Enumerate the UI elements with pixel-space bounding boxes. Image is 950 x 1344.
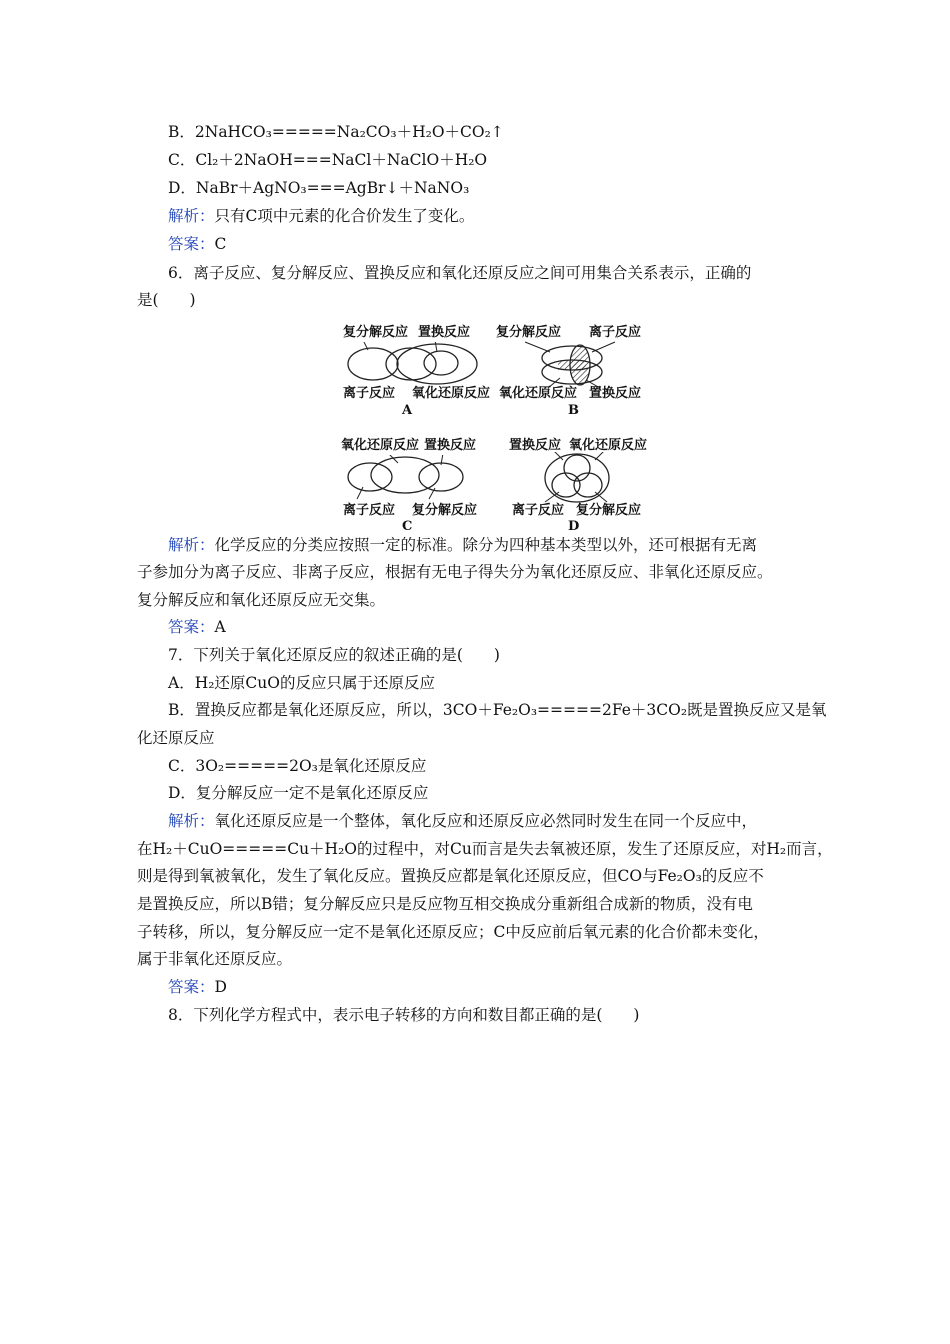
diagram-d-label-2: 氧化还原反应 [569,438,648,453]
diagram-b-label-2: 离子反应 [589,325,642,340]
diagram-c-label-3: 离子反应 [343,503,396,518]
q7-analysis-line5: 子转移，所以，复分解反应一定不是氧化还原反应；C中反应前后氧元素的化合价都未变化， [137,923,769,941]
diagram-a-label-4: 氧化还原反应 [412,386,491,401]
answer-text: C [214,235,227,253]
q7-analysis-line1 [168,810,757,832]
q7-answer [168,976,227,998]
q7-option-a: A．H₂还原CuO的反应只属于还原反应 [168,674,435,692]
q7-option-b-line2: 化还原反应 [137,729,215,747]
diagram-b-label-3: 氧化还原反应 [499,386,578,401]
answer-label: 答案： [168,978,215,996]
q7-option-b-line1: B．置换反应都是氧化还原反应，所以，3CO＋Fe₂O₃=====2Fe＋3CO₂既是置换反应又是氧 [168,701,827,719]
q6-analysis-line2: 子参加分为离子反应、非离子反应，根据有无电子得失分为氧化还原反应、非氧化还原反应。 [137,563,773,581]
analysis-label: 解析： [168,536,215,554]
diagram-a-label-1: 复分解反应 [343,325,409,340]
q6-stem-line1: 6．离子反应、复分解反应、置换反应和氧化还原反应之间可用集合关系表示，正确的 [168,264,752,282]
q5-answer [168,233,226,255]
q8-stem: 8．下列化学方程式中，表示电子转移的方向和数目都正确的是( ) [168,1006,640,1024]
diagram-b-label-4: 置换反应 [589,386,642,401]
q7-stem: 7．下列关于氧化还原反应的叙述正确的是( ) [168,646,500,664]
analysis-label: 解析： [168,812,215,830]
q7-analysis-line2: 在H₂＋CuO=====Cu＋H₂O的过程中，对Cu而言是失去氧被还原，发生了还原反应，对H₂而言， [137,840,833,858]
q7-option-c: C．3O₂=====2O₃是氧化还原反应 [168,757,427,775]
q7-option-d: D．复分解反应一定不是氧化还原反应 [168,784,429,802]
q5-analysis [168,205,474,227]
diagram-a-label-2: 置换反应 [418,325,471,340]
diagram-a-letter: A [402,403,413,418]
q5-option-d: D．NaBr＋AgNO₃===AgBr↓＋NaNO₃ [168,179,470,197]
diagram-c-venn [343,455,473,500]
analysis-label: 解析： [168,207,215,225]
q5-option-c: C．Cl₂＋2NaOH===NaCl＋NaClO＋H₂O [168,151,488,169]
diagram-b-letter: B [568,403,579,418]
q5-option-b: B．2NaHCO₃=====Na₂CO₃＋H₂O＋CO₂↑ [168,123,504,141]
q6-analysis-line3: 复分解反应和氧化还原反应无交集。 [137,591,386,609]
diagram-d-label-1: 置换反应 [509,438,562,453]
diagram-a-venn [343,342,483,387]
diagram-c-label-1: 氧化还原反应 [341,438,420,453]
diagram-d-label-3: 离子反应 [512,503,565,518]
diagram-b-venn [520,340,640,390]
q7-analysis-line3: 则是得到氧被氧化，发生了氧化反应。置换反应都是氧化还原反应，但CO与Fe₂O₃的反应不 [137,867,764,885]
answer-label: 答案： [168,235,215,253]
diagram-c-label-4: 复分解反应 [412,503,478,518]
q6-answer [168,616,226,638]
answer-label: 答案： [168,618,215,636]
analysis-text: 化学反应的分类应按照一定的标准。除分为四种基本类型以外，还可根据有无离 [214,536,758,554]
diagram-d-label-4: 复分解反应 [576,503,642,518]
diagram-b-label-1: 复分解反应 [496,325,562,340]
q7-analysis-line4: 是置换反应，所以B错；复分解反应只是反应物互相交换成分重新组合成新的物质，没有电 [137,895,753,913]
q6-stem-line2: 是( ) [137,291,196,309]
q6-analysis-line1 [168,534,757,556]
diagram-c-label-2: 置换反应 [424,438,477,453]
diagram-d-venn [533,452,623,504]
diagram-d-letter: D [568,519,580,534]
answer-text: A [214,618,226,636]
diagram-a-label-3: 离子反应 [343,386,396,401]
analysis-text: 氧化还原反应是一个整体，氧化反应和还原反应必然同时发生在同一个反应中， [214,812,758,830]
q7-analysis-line6: 属于非氧化还原反应。 [137,950,293,968]
analysis-text: 只有C项中元素的化合价发生了变化。 [214,207,475,225]
diagram-c-letter: C [402,519,413,534]
answer-text: D [214,978,227,996]
